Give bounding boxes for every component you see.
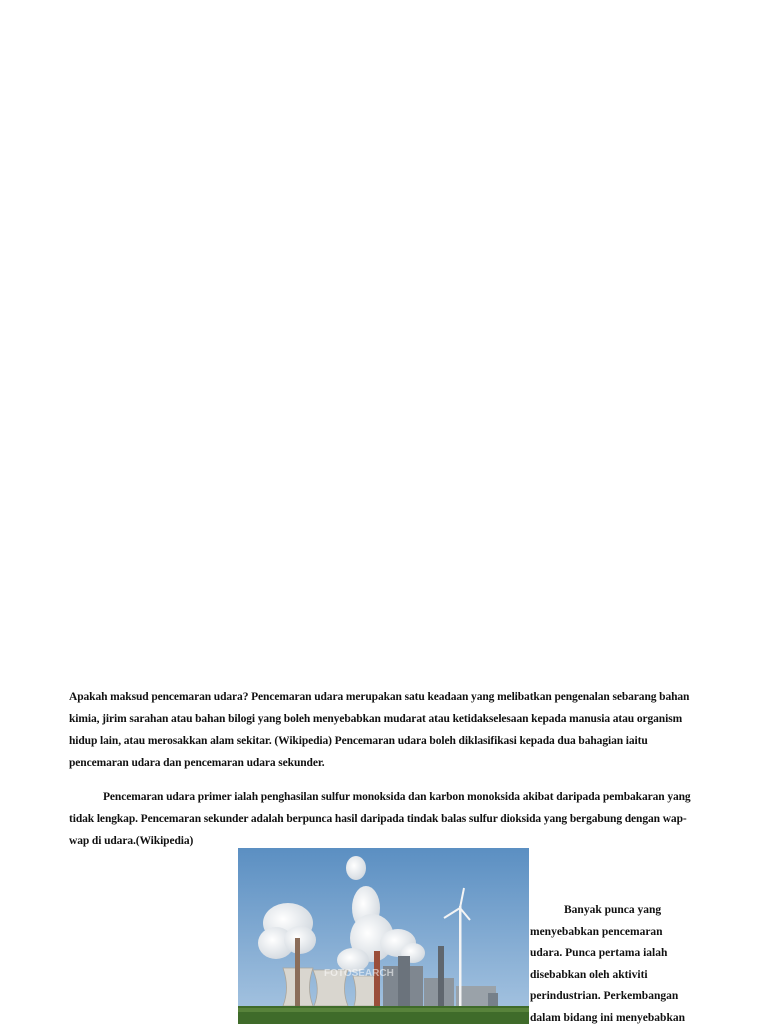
power-plant-image [238,848,529,1024]
chimney [295,938,300,1006]
paragraph-definition: Apakah maksud pencemaran udara? Pencemaran udara merupakan satu keadaan yang melibatkan pengenalan sebarang bahan kimia, jirim sarahan atau bahan bilogi yang boleh menyebabkan mudarat atau ketidakselesaan kepada manusia atau organism hidup lain, atau merosakkan alam sekitar. (Wikipedia) Pencemaran udara boleh diklasifikasi kepada dua bahagian iaitu pencemaran udara dan pencemaran udara sekunder. [69,691,690,769]
watermark-text: FOTOSEARCH [324,968,394,979]
paragraph-causes-text: Banyak punca yang menyebabkan pencemaran udara. Punca pertama ialah disebabkan oleh aktiviti perindustrian. Perkembangan dalam bidang ini menyebabkan [530,904,685,1024]
paragraph-primary-secondary-text: Pencemaran udara primer ialah penghasilan sulfur monoksida dan karbon monoksida akibat daripada pembakaran yang tidak lengkap. Pencemaran sekunder adalah berpunca hasil daripada tindak balas sulfur dioksida yang bergabung dengan wap-wap di udara.(Wikipedia) [69,791,691,847]
paragraph-primary-secondary [69,786,697,852]
paragraph-causes [530,900,695,1029]
power-plant-photo [238,848,529,1024]
